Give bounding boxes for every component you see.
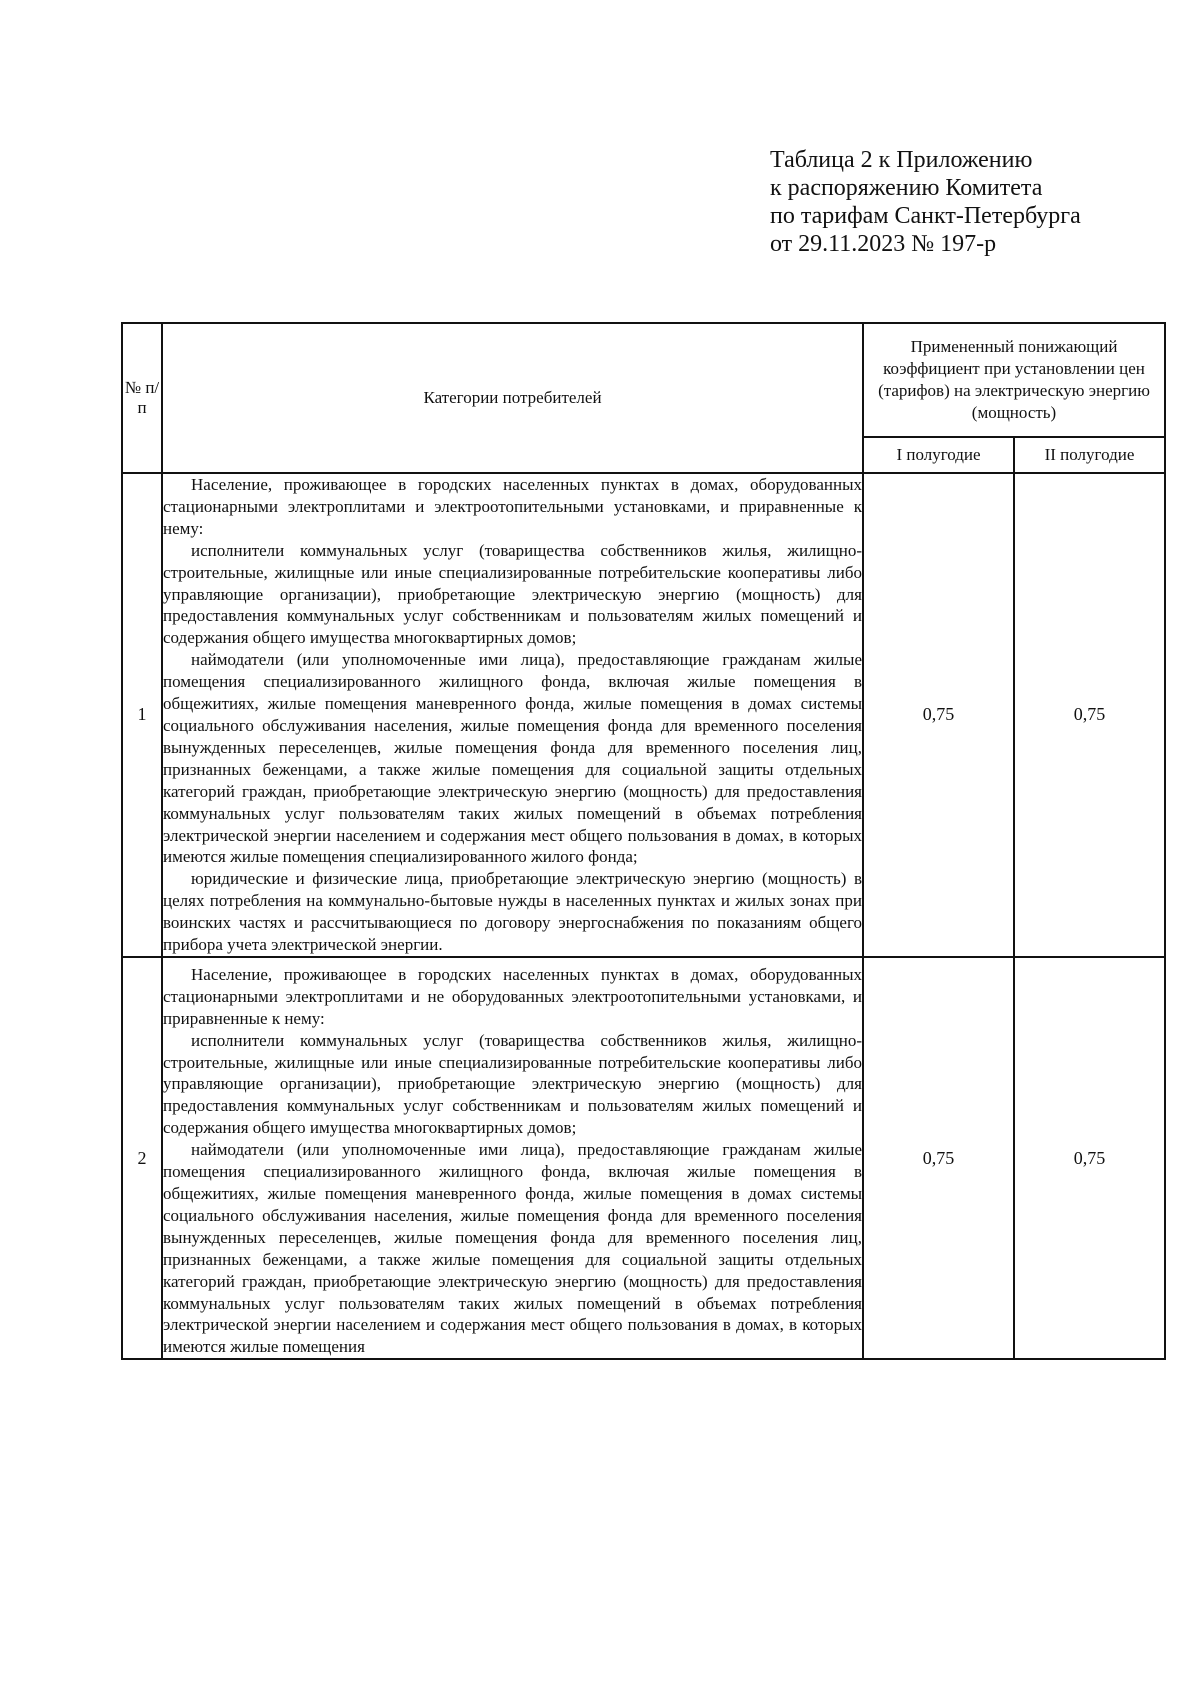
- coefficient-half-1: 0,75: [863, 473, 1014, 957]
- category-paragraph: Население, проживающее в городских населенных пунктах в домах, оборудованных стационарными электроплитами и не оборудованных электроотопительными установками, и приравненные к нему:: [163, 964, 862, 1028]
- row-number: 2: [122, 957, 162, 1359]
- header-num: № п/п: [122, 323, 162, 473]
- coefficient-half-1: 0,75: [863, 957, 1014, 1359]
- heading-line-date-number: от 29.11.2023 № 197-р: [770, 231, 997, 257]
- category-paragraph: исполнители коммунальных услуг (товарищества собственников жилья, жилищно-строительные, жилищные или иные специализированные потребительские кооперативы либо управляющие организации), приобретающие электрическую энергию (мощность) для предоставления коммунальных услуг собственникам и пользователям жилых помещений и содержания общего имущества многоквартирных домов;: [163, 1030, 862, 1138]
- table-row: [122, 473, 1165, 957]
- category-paragraph: наймодатели (или уполномоченные ими лица), предоставляющие гражданам жилые помещения специализированного жилищного фонда, включая жилые помещения в общежитиях, жилые помещения маневренного фонда, жилые помещения в домах системы социального обслуживания населения, жилые помещения фонда для временного поселения вынужденных переселенцев, жилые помещения фонда для временного поселения лиц, признанных беженцами, а также жилые помещения для социальной защиты отдельных категорий граждан, приобретающие электрическую энергию (мощность) для предоставления коммунальных услуг пользователям таких жилых помещений в объемах потребления электрической энергии населением и содержания мест общего пользования в домах, в которых имеются жилые помещения специализированного жилого фонда;: [163, 650, 862, 867]
- heading-line-order-ref: к распоряжению Комитета: [770, 175, 1043, 201]
- row-category: [162, 473, 863, 957]
- category-paragraph: наймодатели (или уполномоченные ими лица), предоставляющие гражданам жилые помещения специализированного жилищного фонда, включая жилые помещения в общежитиях, жилые помещения маневренного фонда, жилые помещения в домах системы социального обслуживания населения, жилые помещения фонда для временного поселения вынужденных переселенцев, жилые помещения фонда для временного поселения лиц, признанных беженцами, а также жилые помещения для социальной защиты отдельных категорий граждан, приобретающие электрическую энергию (мощность) для предоставления коммунальных услуг пользователям таких жилых помещений в объемах потребления электрической энергии населением и содержания мест общего пользования в домах, в которых имеются жилые помещения: [163, 1140, 862, 1357]
- header-coefficient: Примененный понижающий коэффициент при установлении цен (тарифов) на электрическую энергию (мощность): [863, 323, 1165, 437]
- header-half-2: II полугодие: [1014, 437, 1165, 473]
- coefficient-half-2: 0,75: [1014, 957, 1165, 1359]
- heading-line-table-ref: Таблица 2 к Приложению: [770, 147, 1033, 173]
- header-half-1: I полугодие: [863, 437, 1014, 473]
- heading-line-committee: по тарифам Санкт-Петербурга: [770, 203, 1081, 229]
- row-category: [162, 957, 863, 1359]
- table-row: [122, 957, 1165, 1359]
- category-paragraph: юридические и физические лица, приобретающие электрическую энергию (мощность) в целях потребления на коммунально-бытовые нужды в населенных пунктах и жилых зонах при воинских частях и рассчитывающиеся по договору энергоснабжения по показаниям общего прибора учета электрической энергии.: [163, 869, 862, 955]
- header-category: Категории потребителей: [162, 323, 863, 473]
- category-paragraph: исполнители коммунальных услуг (товарищества собственников жилья, жилищно-строительные, жилищные или иные специализированные потребительские кооперативы либо управляющие организации), приобретающие электрическую энергию (мощность) для предоставления коммунальных услуг собственникам и пользователям жилых помещений и содержания общего имущества многоквартирных домов;: [163, 540, 862, 648]
- category-paragraph: Население, проживающее в городских населенных пунктах в домах, оборудованных стационарными электроплитами и электроотопительными установками, и приравненные к нему:: [163, 475, 862, 538]
- table-header-row: [122, 323, 1165, 437]
- coefficients-table: [121, 322, 1166, 1360]
- row-number: 1: [122, 473, 162, 957]
- coefficient-half-2: 0,75: [1014, 473, 1165, 957]
- document-heading: [770, 146, 1170, 258]
